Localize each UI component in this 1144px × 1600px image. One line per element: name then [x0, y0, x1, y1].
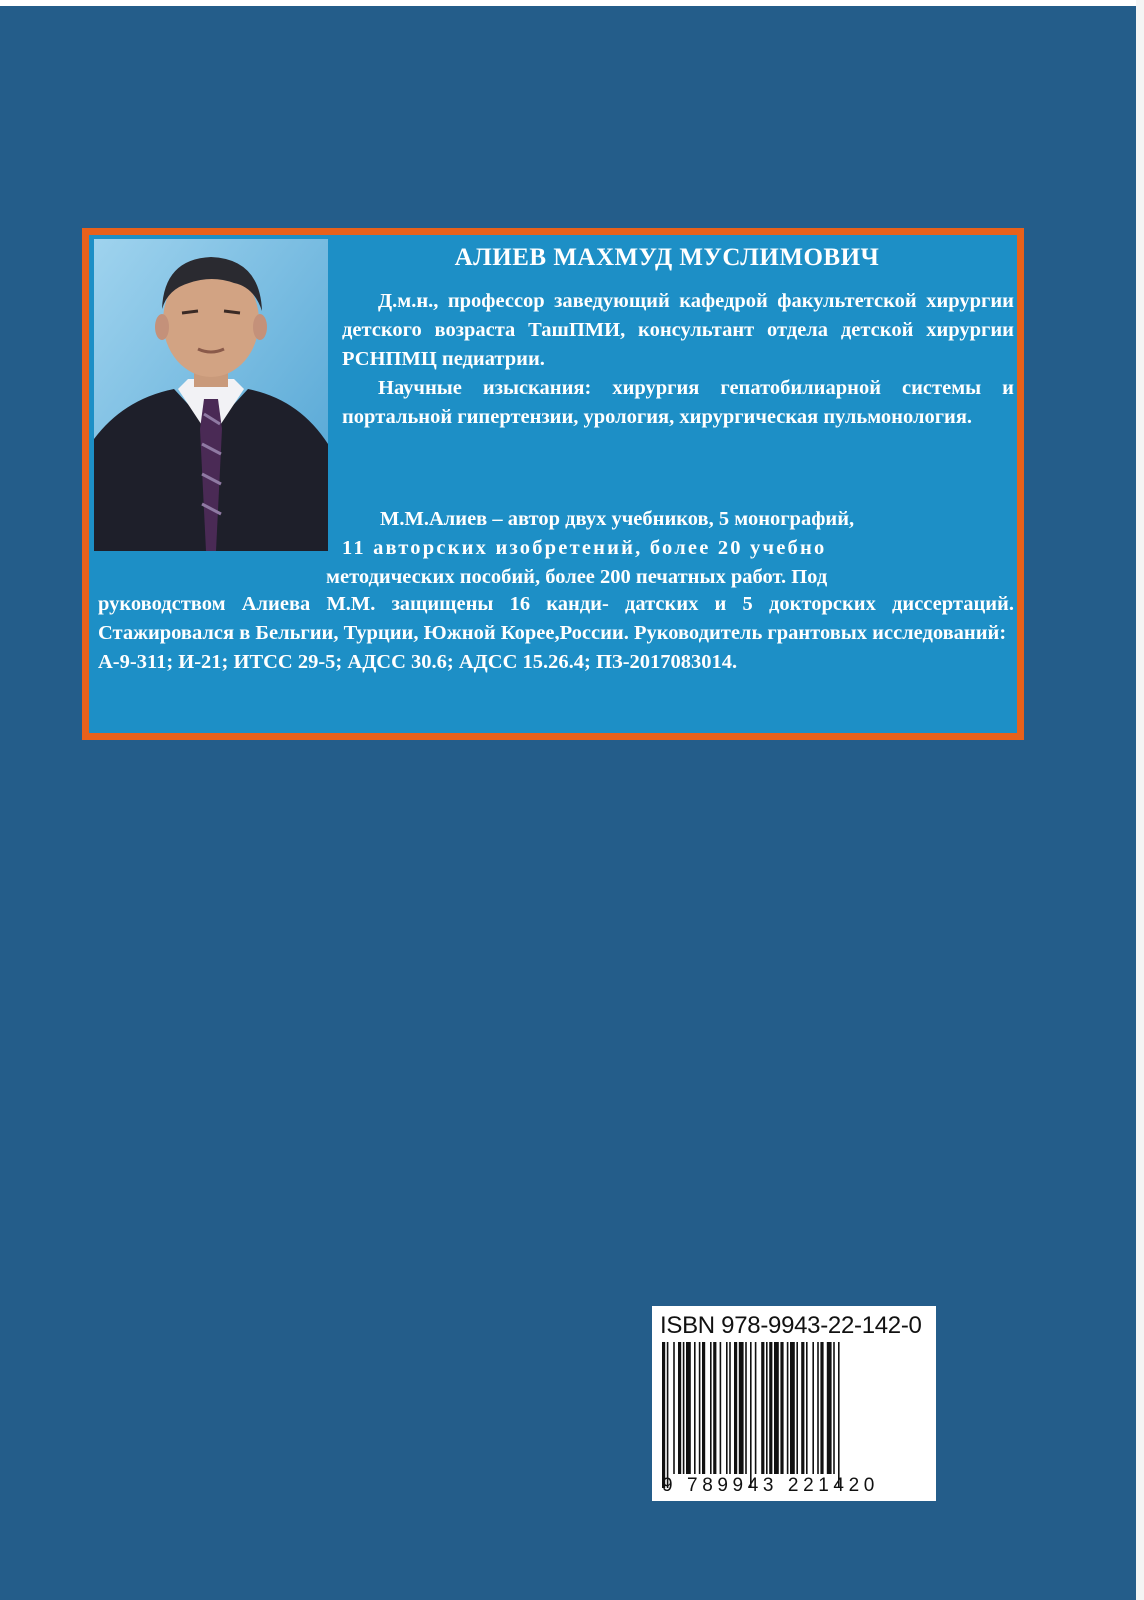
barcode-bar: [790, 1342, 795, 1474]
barcode-bar: [766, 1342, 768, 1474]
barcode-bar: [710, 1342, 712, 1474]
barcode-bar: [750, 1342, 752, 1488]
page-edge: [1136, 0, 1144, 1600]
barcode-bar: [761, 1342, 764, 1474]
author-photo: [94, 239, 328, 551]
barcode-bar: [729, 1342, 731, 1474]
barcode-bar: [769, 1342, 772, 1474]
bio-column: [342, 287, 1014, 432]
author-name: АЛИЕВ МАХМУД МУСЛИМОВИЧ: [454, 244, 880, 271]
bio-paragraph-research: Научные изыскания: хирургия гепатобилиарной системы и портальной гипертензии, урология, хирургическая пульмонология.: [342, 377, 1014, 428]
bio-wide-column: [98, 590, 1014, 677]
isbn-number: ISBN 978-9943-22-142-0: [660, 1312, 922, 1339]
bio-paragraph-works-line3: методических пособий, более 200 печатных работ. Под: [326, 566, 828, 588]
bio-paragraph-position: Д.м.н., профессор заведующий кафедрой факультетской хирургии детского возраста ТашПМИ, консультант отдела детской хирургии РСНПМЦ педиатрии.: [342, 290, 1014, 370]
barcode-bar: [787, 1342, 789, 1474]
barcode-bar: [720, 1342, 722, 1474]
barcode-bar: [806, 1342, 808, 1474]
barcode-bar: [713, 1342, 716, 1474]
barcode-bar: [812, 1342, 814, 1474]
barcode-bar: [820, 1342, 823, 1474]
barcode-bar: [702, 1342, 705, 1474]
barcode-bar: [686, 1342, 691, 1474]
barcode-bar: [774, 1342, 779, 1474]
barcode-bar: [745, 1342, 747, 1474]
barcode-bar: [667, 1342, 669, 1488]
barcode-bar: [838, 1342, 840, 1488]
bio-paragraph-works-line1: М.М.Алиев – автор двух учебников, 5 монографий,: [380, 508, 855, 530]
barcode-bar: [755, 1342, 757, 1474]
barcode-bar: [796, 1342, 798, 1474]
bio-grants: А-9-311; И-21; ИТСС 29-5; АДСС 30.6; АДСС 15.26.4; ПЗ-2017083014.: [98, 651, 738, 673]
barcode-bar: [683, 1342, 685, 1474]
barcode-bar: [734, 1342, 737, 1474]
barcode-bar: [780, 1342, 783, 1474]
barcode-bar: [739, 1342, 744, 1474]
barcode-bar: [678, 1342, 681, 1474]
barcode-bar: [833, 1342, 835, 1474]
isbn-barcode: [652, 1306, 936, 1501]
bio-paragraph-works-rest: руководством Алиева М.М. защищены 16 канди- датских и 5 докторских диссертаций. Стажировался в Бельгии, Турции, Южной Корее,России. Руководитель грантовых исследований:: [98, 593, 1014, 644]
ean-digits: 9 789943 221420: [662, 1475, 879, 1496]
barcode-bar: [673, 1342, 675, 1474]
barcode-bar: [726, 1342, 728, 1474]
barcode-bar: [662, 1342, 665, 1488]
barcode-bar: [827, 1342, 832, 1474]
barcode-bar: [817, 1342, 819, 1474]
barcode-bar: [699, 1342, 701, 1474]
barcode-bar: [801, 1342, 804, 1474]
barcode-bar: [694, 1342, 696, 1474]
bio-paragraph-works-line2: 11 авторских изобретений, более 20 учебно: [342, 537, 827, 559]
